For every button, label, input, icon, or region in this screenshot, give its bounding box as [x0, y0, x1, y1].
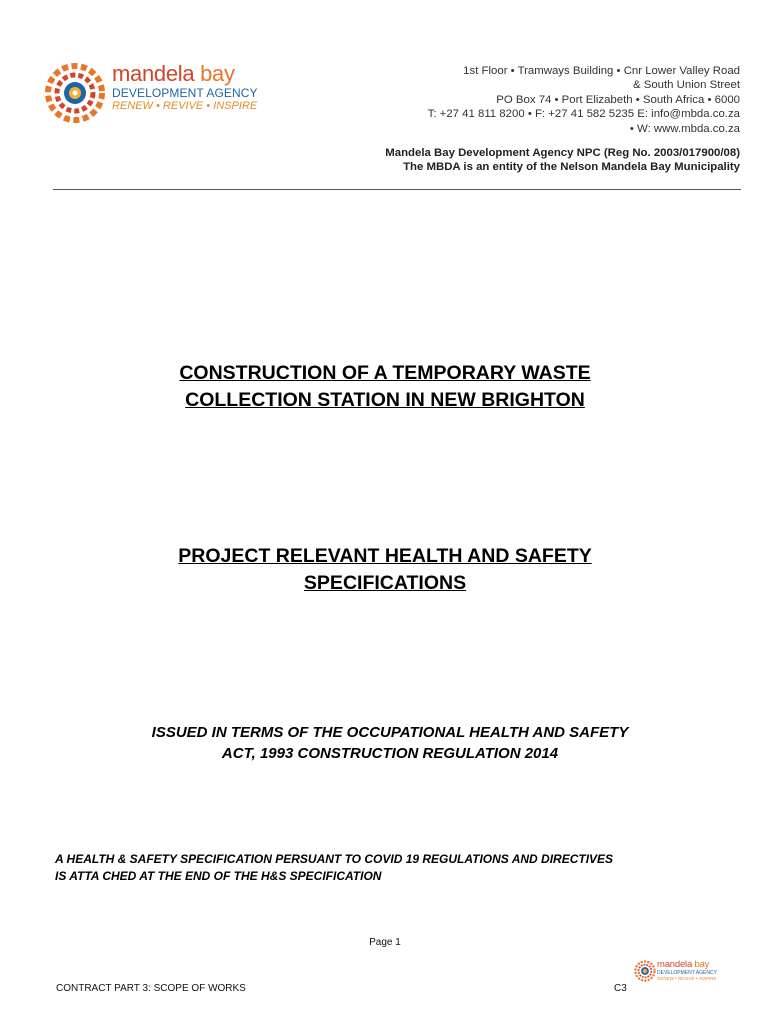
footer-logo	[634, 960, 734, 984]
logo-tagline: RENEW • REVIVE • INSPIRE	[112, 100, 258, 112]
footer-logo-agency: DEVELOPMENT AGENCY	[657, 970, 717, 976]
document-subtitle	[40, 543, 730, 597]
entity-block	[320, 146, 740, 175]
footer-logo-tagline: RENEW • REVIVE • INSPIRE	[657, 976, 717, 981]
covid-line: IS ATTA CHED AT THE END OF THE H&S SPECIFICATION	[55, 869, 382, 883]
mbda-emblem-icon	[44, 62, 106, 124]
address-line: T: +27 41 811 8200 • F: +27 41 582 5235 E: info@mbda.co.za	[427, 108, 740, 121]
address-line: & South Union Street	[632, 79, 740, 92]
logo-agency: DEVELOPMENT AGENCY	[112, 86, 258, 100]
covid-note	[55, 851, 755, 885]
logo-wordmark: mandela bay	[112, 61, 235, 86]
page-number: Page 1	[369, 937, 401, 948]
subtitle-line: SPECIFICATIONS	[303, 572, 467, 594]
header-divider	[53, 189, 741, 190]
entity-line: The MBDA is an entity of the Nelson Mandela Bay Municipality	[403, 161, 740, 174]
entity-line: Mandela Bay Development Agency NPC (Reg No. 2003/017900/08)	[385, 147, 740, 159]
address-block	[410, 64, 740, 136]
document-title	[40, 360, 730, 414]
issued-line: ACT, 1993 CONSTRUCTION REGULATION 2014	[221, 745, 559, 762]
mbda-logo	[44, 62, 274, 126]
issued-statement	[40, 722, 740, 764]
address-line: 1st Floor • Tramways Building • Cnr Lower Valley Road	[463, 65, 740, 77]
address-line: PO Box 74 • Port Elizabeth • South Africa • 6000	[496, 93, 740, 106]
footer-code: C3	[614, 983, 627, 994]
address-line: • W: www.mbda.co.za	[629, 122, 740, 135]
title-line: CONSTRUCTION OF A TEMPORARY WASTE	[179, 362, 591, 384]
covid-line: A HEALTH & SAFETY SPECIFICATION PERSUANT TO COVID 19 REGULATIONS AND DIRECTIVES	[55, 852, 614, 866]
footer-logo-wordmark: mandela bay	[657, 959, 710, 970]
subtitle-line: PROJECT RELEVANT HEALTH AND SAFETY	[178, 545, 592, 567]
title-line: COLLECTION STATION IN NEW BRIGHTON	[185, 389, 585, 411]
mbda-emblem-icon	[634, 960, 656, 982]
issued-line: ISSUED IN TERMS OF THE OCCUPATIONAL HEALTH AND SAFETY	[151, 724, 629, 741]
footer-section-label: CONTRACT PART 3: SCOPE OF WORKS	[56, 983, 246, 994]
